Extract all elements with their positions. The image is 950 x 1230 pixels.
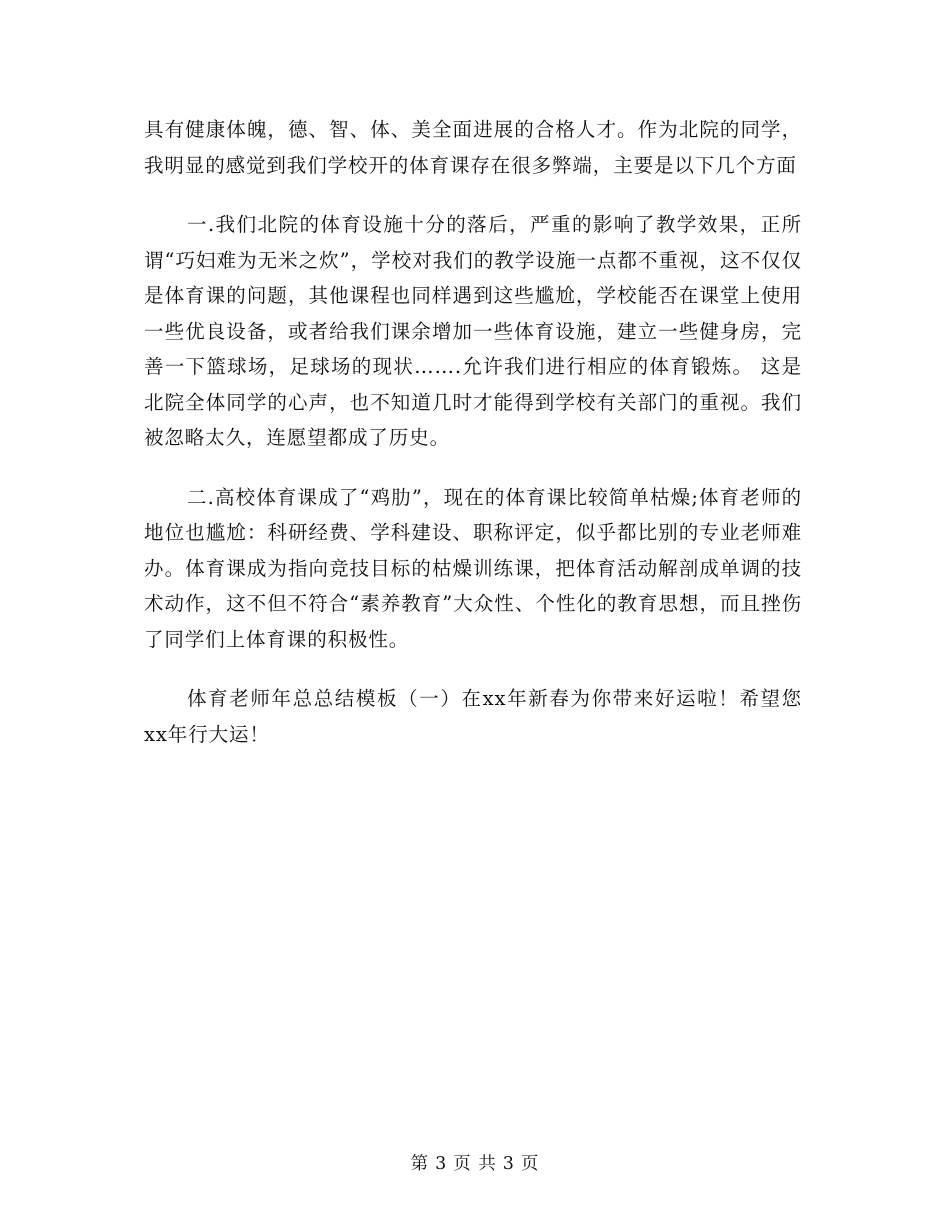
paragraph-chicken-rib: 二.高校体育课成了“鸡肋”，现在的体育课比较简单枯燥;体育老师的地位也尴尬：科研经费、学科建设、职称评定，似乎都比别的专业老师难办。体育课成为指向竞技目标的枯燥训练课，把体育活动解剖成单调的技术动作，这不但不符合“素养教育”大众性、个性化的教育思想，而且挫伤了同学们上体育课的积极性。	[144, 485, 802, 651]
document-body	[144, 112, 802, 752]
page-footer	[0, 1150, 950, 1175]
footer-suffix: 页	[520, 1154, 540, 1174]
paragraph-facilities: 一.我们北院的体育设施十分的落后，严重的影响了教学效果，正所谓“巧妇难为无米之炊”，学校对我们的教学设施一点都不重视，这不仅仅是体育课的问题，其他课程也同样遇到这些尴尬，学校能否在课堂上使用一些优良设备，或者给我们课余增加一些体育设施，建立一些健身房，完善一下篮球场，足球场的现状…….允许我们进行相应的体育锻炼。 这是北院全体同学的心声，也不知道几时才能得到学校有关部门的重视。我们被忽略太久，连愿望都成了历史。	[144, 213, 802, 449]
paragraph-gap	[144, 657, 802, 681]
paragraph-gap	[144, 456, 802, 480]
paragraph-new-year-wish: 体育老师年总总结模板（一）在xx年新春为你带来好运啦！希望您xx年行大运！	[144, 687, 802, 746]
footer-prefix: 第	[410, 1154, 430, 1174]
footer-page-number: 3	[435, 1154, 448, 1174]
paragraph-gap	[144, 183, 802, 207]
paragraph-continuation: 具有健康体魄，德、智、体、美全面进展的合格人才。作为北院的同学，我明显的感觉到我们学校开的体育课存在很多弊端，主要是以下几个方面	[144, 118, 802, 177]
footer-middle: 页 共	[453, 1154, 497, 1174]
footer-total-pages: 3	[502, 1154, 515, 1174]
